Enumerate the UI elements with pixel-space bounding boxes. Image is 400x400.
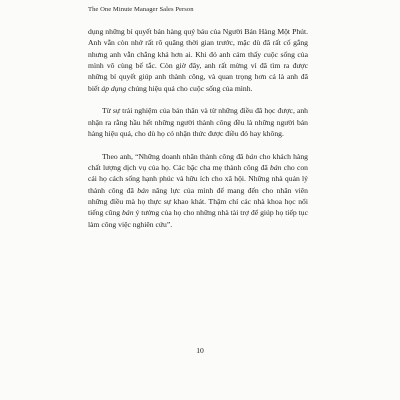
emphasis-text: áp dụng <box>101 83 127 93</box>
emphasis-text: bán <box>137 185 149 195</box>
text-run: ý tưởng của họ cho những nhà tài trợ để giúp họ tiếp tục làm công việc nghiên cứu”. <box>88 208 308 229</box>
text-run: Từ sự trải nghiệm của bản thân và từ những điều đã học được, anh nhận ra rằng hầu hết những người thành công đều là những người bán hàng hiệu quả, cho dù họ có nhận thức được điều đó hay không. <box>88 106 308 139</box>
emphasis-text: bán <box>122 208 134 218</box>
emphasis-text: bán <box>270 163 282 173</box>
text-run: cho con cái họ cách sống hạnh phúc và hữu ích cho xã hội. Những nhà quản lý thành công đã <box>88 163 308 195</box>
running-header: The One Minute Manager Sales Person <box>88 6 194 13</box>
text-run: chúng hiệu quả cho cuộc sống của mình. <box>126 83 253 93</box>
text-run: dụng những bí quyết bán hàng quý báu của Người Bán Hàng Một Phút. Anh vẫn còn nhớ rất rõ quãng thời gian trước, mặc dù đã rất cố gắng nhưng anh vẫn chẳng khá hơn ai. Khi đó anh cảm thấy cuộc sống của mình vô cùng bế tắc. Còn giờ đây, anh rất mừng vì đã tìm ra được những bí quyết giúp anh thành công, và quan trọng hơn cả là anh đã biết <box>88 27 308 93</box>
paragraph-3 <box>88 151 308 230</box>
emphasis-text: bán <box>245 151 258 161</box>
text-run: cho khách hàng chất lượng dịch vụ của họ. Các bậc cha mẹ thành công đã <box>88 151 309 173</box>
text-run: năng lực của mình để mang đến cho nhân viên những điều mà họ thực sự khao khát. Thậm chí các nhà khoa học nổi tiếng cũng <box>88 185 308 218</box>
paragraph-2 <box>88 105 308 139</box>
page-body <box>88 26 308 230</box>
page-number: 10 <box>196 346 204 355</box>
paragraph-1 <box>88 26 308 94</box>
text-run: Theo anh, “Những doanh nhân thành công đã <box>102 151 246 161</box>
